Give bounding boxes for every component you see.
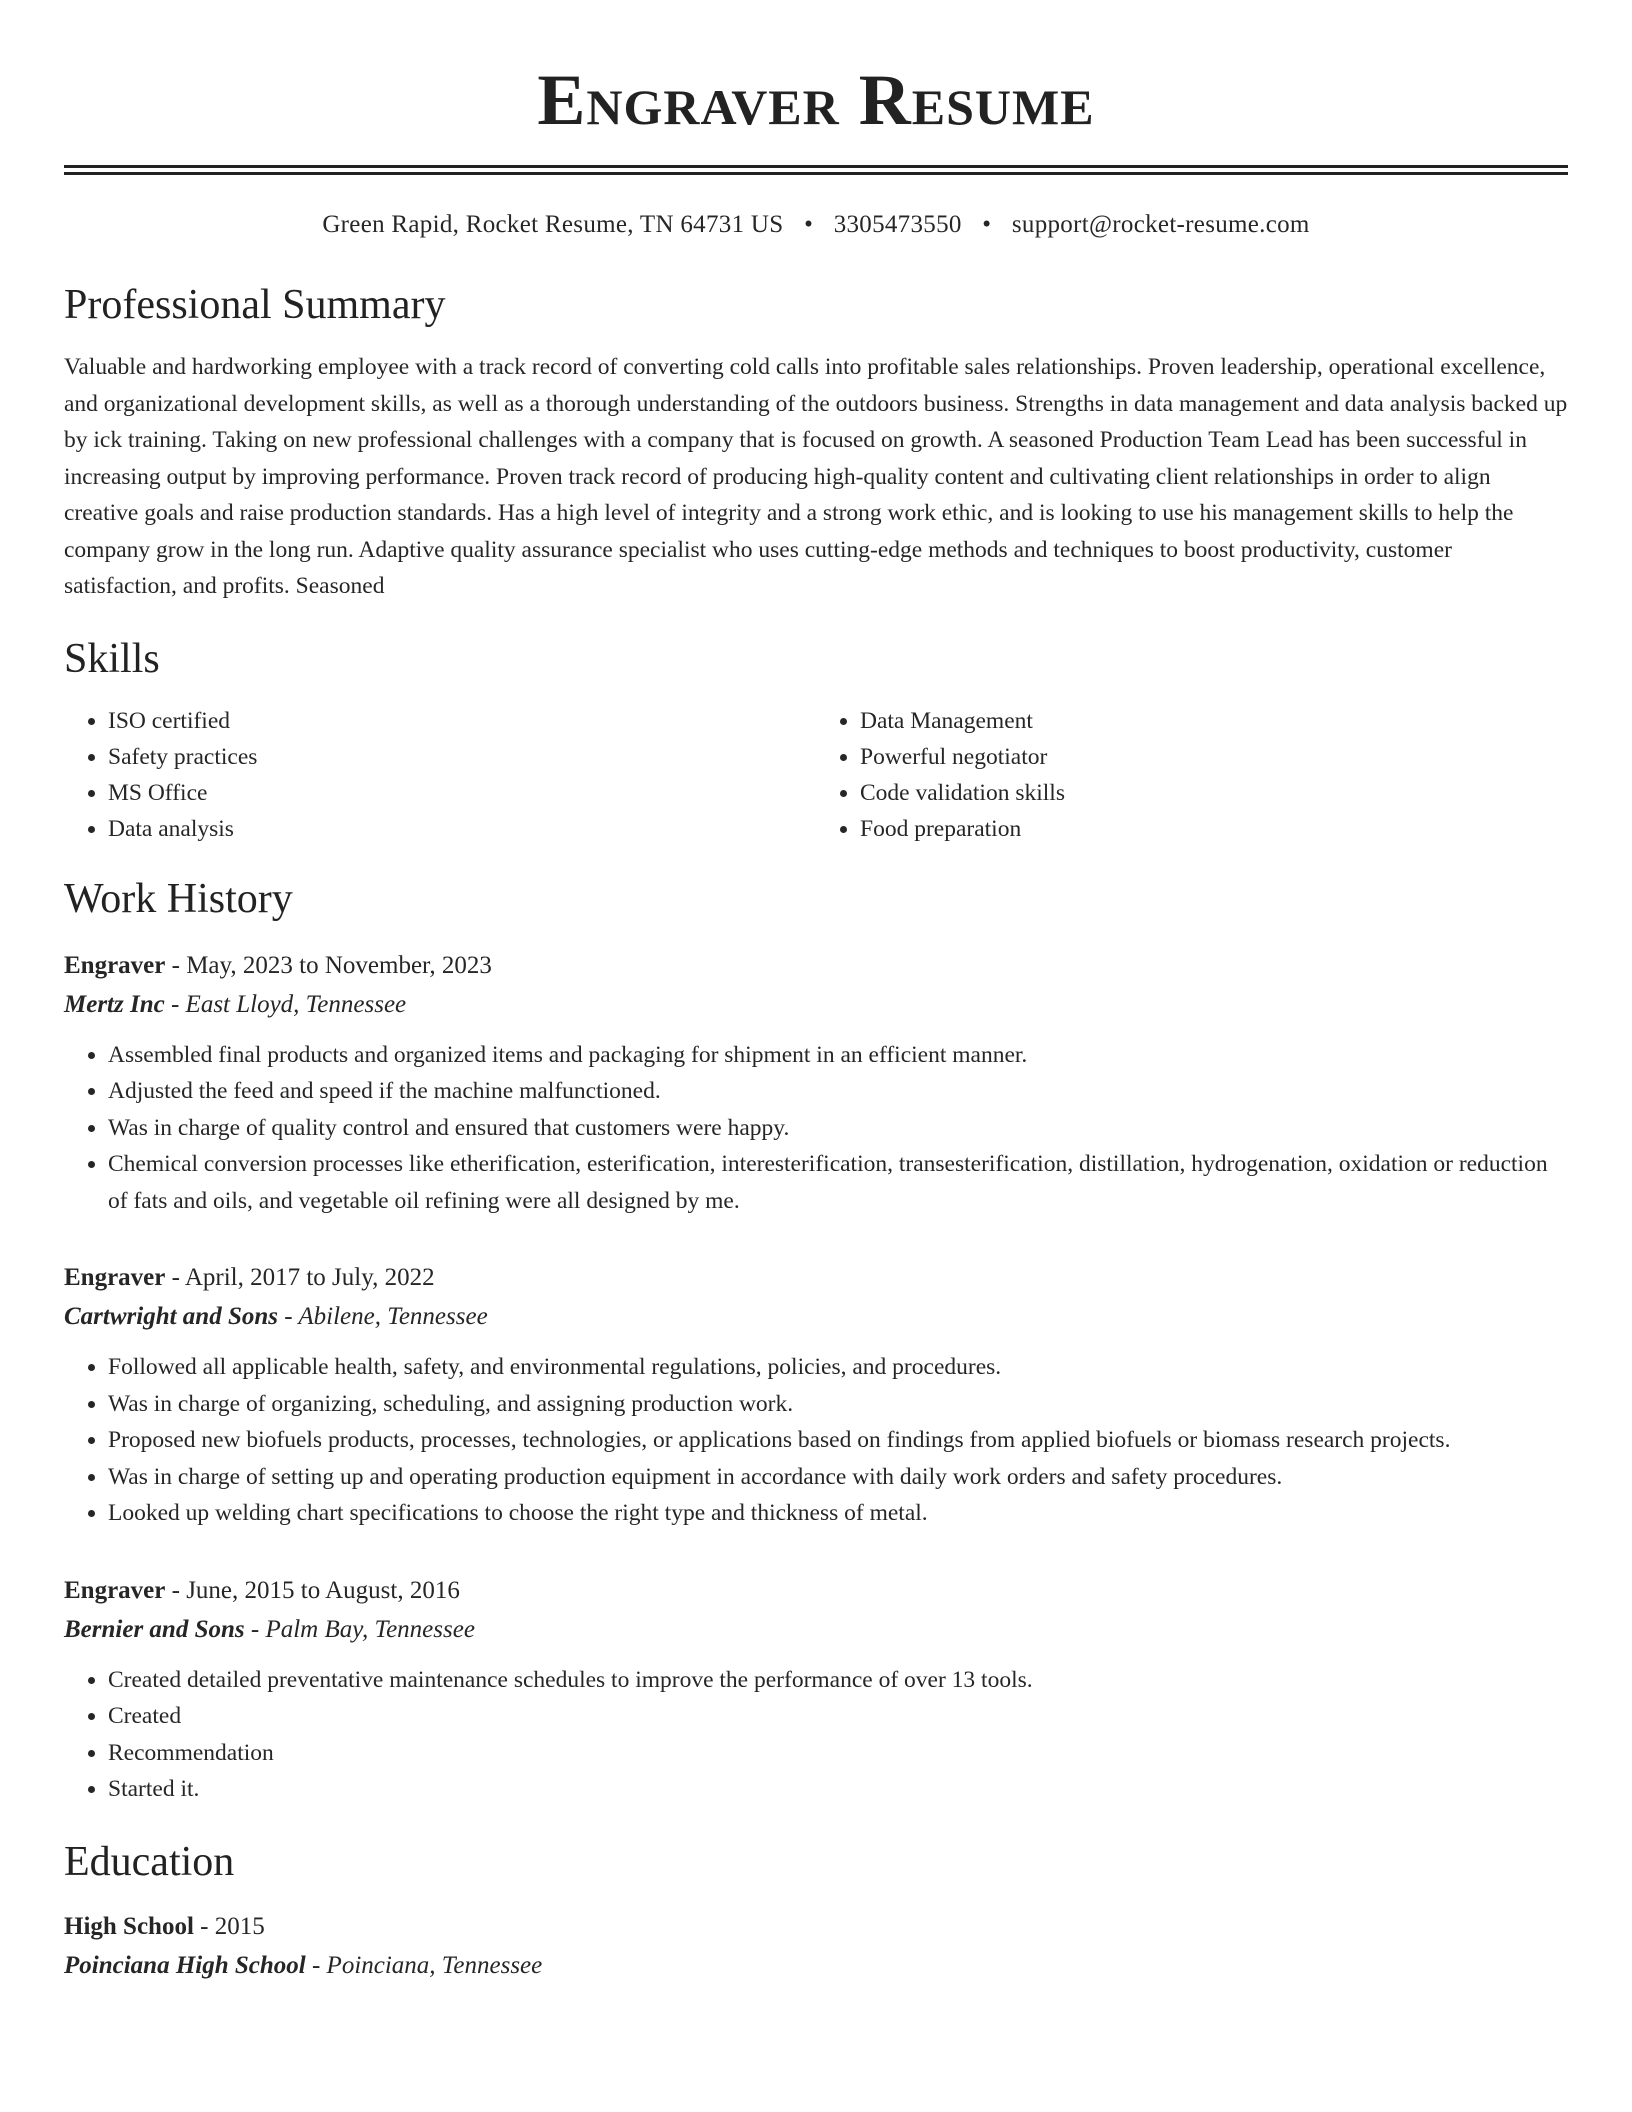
resume-title: Engraver Resume [537, 60, 1095, 140]
job-duty: • Was in charge of organizing, scheduling, and assigning production work. [108, 1386, 1568, 1423]
skill-item: • Data Management [860, 703, 1568, 739]
job-title: Engraver [64, 1576, 166, 1604]
skill-item: • Code validation skills [860, 775, 1568, 811]
skill-item: • Food preparation [860, 811, 1568, 847]
skill-item: • Powerful negotiator [860, 739, 1568, 775]
job-title-line [64, 1572, 1568, 1610]
skill-item: • MS Office [108, 775, 816, 811]
skill-item: • Safety practices [108, 739, 816, 775]
contact-separator: • [982, 211, 992, 238]
summary-text: Valuable and hardworking employee with a track record of converting cold calls into profitable sales relationships. Proven leadership, operational excellence, and organizational development skills, as well as a thorough understanding of the outdoors business. Strengths in data management and data analysis backed up by ick training. Taking on new professional challenges with a company that is focused on growth. A seasoned Production Team Lead has been successful in increasing output by improving performance. Proven track record of producing high-quality content and cultivating client relationships in order to align creative goals and raise production standards. Has a high level of integrity and a strong work ethic, and is looking to use his management skills to help the company grow in the long run. Adaptive quality assurance specialist who uses cutting-edge methods and techniques to boost productivity, customer satisfaction, and profits. Seasoned [64, 354, 1568, 599]
job-duty: • Was in charge of quality control and ensured that customers were happy. [108, 1110, 1568, 1147]
skills-column-right [816, 703, 1568, 847]
company-name: Cartwright and Sons [64, 1303, 278, 1330]
company-location: - Palm Bay, Tennessee [244, 1615, 475, 1643]
job-duty: • Started it. [108, 1771, 1568, 1808]
summary-heading: Professional Summary [64, 282, 446, 328]
company-line [64, 1297, 1568, 1337]
school-line [64, 1946, 1568, 1986]
company-name: Bernier and Sons [64, 1615, 245, 1643]
job-duty: • Created [108, 1698, 1568, 1735]
job-duty: • Chemical conversion processes like etherification, esterification, interesterification, transesterification, distillation, hydrogenation, oxidation or reduction of fats and oils, and vegetable oil refining were all designed by me. [108, 1146, 1568, 1219]
contact-address: Green Rapid, Rocket Resume, TN 64731 US [322, 211, 784, 238]
skill-item: • Data analysis [108, 811, 816, 847]
degree-line [64, 1908, 1568, 1946]
title-divider [64, 165, 1568, 175]
skills-list [64, 703, 1568, 847]
job-duty: • Was in charge of setting up and operating production equipment in accordance with daily work orders and safety procedures. [108, 1459, 1568, 1496]
skill-item: • ISO certified [108, 703, 816, 739]
job-entry [64, 947, 1568, 1220]
job-duties [64, 1349, 1568, 1532]
school-location: - Poinciana, Tennessee [305, 1951, 543, 1979]
company-location: - Abilene, Tennessee [278, 1303, 488, 1330]
work-history-heading: Work History [64, 875, 293, 922]
skills-heading: Skills [64, 635, 160, 682]
contact-phone: 3305473550 [833, 211, 962, 238]
job-duty: • Recommendation [108, 1735, 1568, 1772]
job-title: Engraver [64, 951, 166, 979]
job-duty: • Looked up welding chart specifications to choose the right type and thickness of metal. [108, 1495, 1568, 1532]
degree: High School [64, 1912, 194, 1940]
job-duties [64, 1037, 1568, 1220]
school-name: Poinciana High School [64, 1951, 306, 1979]
job-title-line [64, 947, 1568, 985]
job-dates: - June, 2015 to August, 2016 [165, 1576, 460, 1604]
contact-email: support@rocket-resume.com [1011, 211, 1310, 238]
skills-column-left [64, 703, 816, 847]
education-entry [64, 1908, 1568, 1986]
contact-line [64, 209, 1568, 241]
job-entry [64, 1572, 1568, 1808]
job-duty: • Adjusted the feed and speed if the machine malfunctioned. [108, 1073, 1568, 1110]
job-duties [64, 1662, 1568, 1808]
job-duty: • Created detailed preventative maintenance schedules to improve the performance of over 13 tools. [108, 1662, 1568, 1699]
job-dates: - April, 2017 to July, 2022 [165, 1264, 435, 1291]
job-duty: • Assembled final products and organized items and packaging for shipment in an efficient manner. [108, 1037, 1568, 1074]
job-dates: - May, 2023 to November, 2023 [165, 951, 492, 979]
job-title: Engraver [64, 1264, 166, 1291]
contact-separator: • [804, 211, 814, 238]
graduation-year: - 2015 [193, 1912, 265, 1940]
education-heading: Education [64, 1838, 235, 1885]
job-title-line [64, 1259, 1568, 1297]
job-duty: • Followed all applicable health, safety, and environmental regulations, policies, and procedures. [108, 1349, 1568, 1386]
job-duty: • Proposed new biofuels products, processes, technologies, or applications based on findings from applied biofuels or biomass research projects. [108, 1422, 1568, 1459]
company-location: - East Lloyd, Tennessee [164, 990, 407, 1018]
company-name: Mertz Inc [64, 990, 165, 1018]
company-line [64, 1610, 1568, 1650]
job-entry [64, 1259, 1568, 1532]
company-line [64, 985, 1568, 1025]
